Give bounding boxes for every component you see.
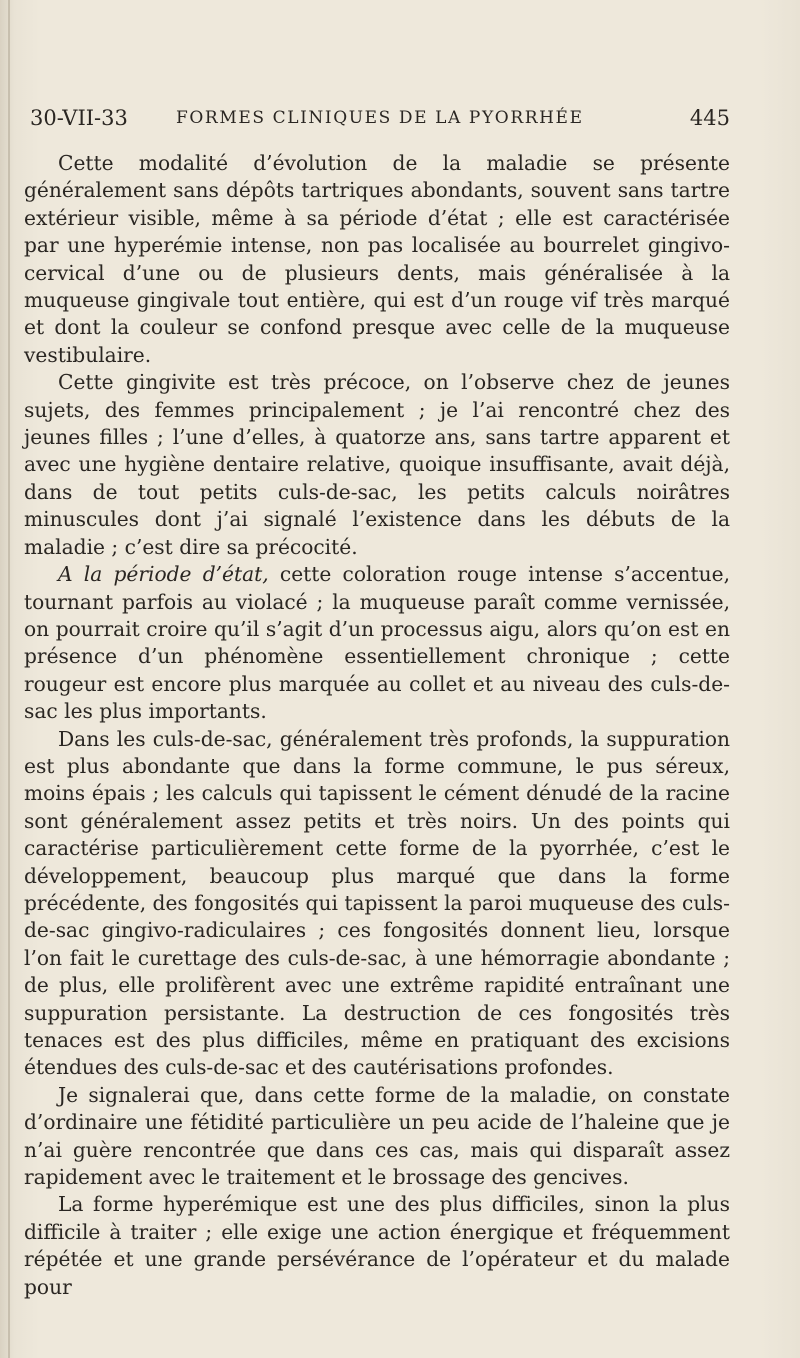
- paragraph-4-text: Dans les culs-de-sac, généralement très profonds, la suppuration est plus abondante que dans la forme commune, le pus séreux, moins épais ; les calculs qui tapissent le cément dénudé de la racine sont généralement assez petits et très noirs. Un des points qui caractérise particulièrement cette forme de la pyorrhée, c’est le développement, beaucoup plus marqué que dans la forme précédente, des fongosités qui tapissent la paroi muqueuse des culs-de-sac gingivo-radiculaires ; ces fongosités donnent lieu, lorsque l’on fait le curettage des culs-de-sac, à une hémorragie abondante ; de plus, elle prolifèrent avec une extrême rapidité entraînant une suppuration persistante. La destruction de ces fongosités très tenaces est des plus difficiles, même en pratiquant des excisions étendues des culs-de-sac et des cautérisations profondes.: [24, 726, 730, 1080]
- paragraph-6-text: La forme hyperémique est une des plus difficiles, sinon la plus difficile à traiter ; elle exige une action énergique et fréquemment répétée et une grande persévérance de l’opérateur et du malade pour: [24, 1192, 730, 1299]
- paragraph-6: [24, 1191, 730, 1301]
- paragraph-3: [24, 561, 730, 725]
- paragraph-5: [24, 1082, 730, 1192]
- binding-gutter: [8, 0, 10, 1358]
- paragraph-3-italic-lead: A la période d’état,: [58, 562, 269, 587]
- paragraph-1: [24, 150, 730, 369]
- running-title: FORMES CLINIQUES DE LA PYORRHÉE: [176, 108, 584, 128]
- body-text: [24, 150, 730, 1301]
- date-code: 30-VII-33: [30, 106, 128, 130]
- paragraph-5-text: Je signalerai que, dans cette forme de la maladie, on constate d’ordinaire une fétidité particulière un peu acide de l’haleine que je n’ai guère rencontrée que dans ces cas, mais qui disparaît assez rapidement avec le traitement et le brossage des gencives.: [24, 1082, 730, 1190]
- page-number: 445: [689, 106, 730, 130]
- paragraph-4: [24, 726, 730, 1082]
- paragraph-3-text: cette coloration rouge intense s’accentue, tournant parfois au violacé ; la muqueuse paraît comme vernissée, on pourrait croire qu’il s’agit d’un processus aigu, alors qu’on est en présence d’un phénomène essentiellement chronique ; cette rougeur est encore plus marquée au collet et au niveau des culs-de-sac les plus importants.: [24, 562, 730, 724]
- page-header: [24, 100, 730, 134]
- paragraph-2-text: Cette gingivite est très précoce, on l’observe chez de jeunes sujets, des femmes principalement ; je l’ai rencontré chez des jeunes filles ; l’une d’elles, à quatorze ans, sans tartre apparent et avec une hygiène dentaire relative, quoique insuffisante, avait déjà, dans de tout petits culs-de-sac, les petits calculs noirâtres minuscules dont j’ai signalé l’existence dans les débuts de la maladie ; c’est dire sa précocité.: [24, 370, 730, 559]
- paragraph-2: [24, 369, 730, 561]
- paragraph-1-text: Cette modalité d’évolution de la maladie se présente généralement sans dépôts tartriques abondants, souvent sans tartre extérieur visible, même à sa période d’état ; elle est caractérisée par une hyperémie intense, non pas localisée au bourrelet gingivo-cervical d’une ou de plusieurs dents, mais généralisée à la muqueuse gingivale tout entière, qui est d’un rouge vif très marqué et dont la couleur se confond presque avec celle de la muqueuse vestibulaire.: [24, 151, 730, 367]
